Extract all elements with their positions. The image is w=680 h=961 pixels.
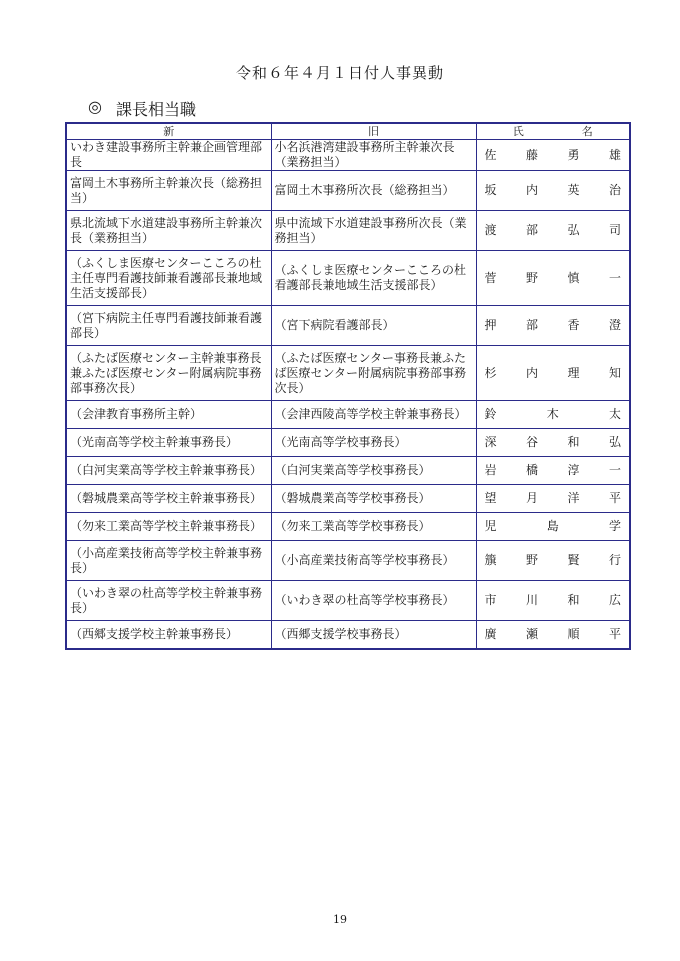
name-char: 市 [484,593,497,607]
name-char: 澄 [608,318,621,332]
employee-name [476,621,630,649]
name-char: 学 [608,519,621,533]
name-char: 内 [525,365,538,380]
new-position: （いわき翠の杜高等学校主幹兼事務長） [66,581,271,621]
header-new: 新 [66,123,271,140]
name-char: 広 [608,593,621,607]
old-position: （いわき翠の杜高等学校事務長） [271,581,476,621]
employee-name [476,306,630,346]
table-row [66,621,630,649]
name-char: 雄 [608,147,621,162]
name-char: 瀬 [525,626,538,641]
name-char: 坂 [484,183,497,197]
name-char: 順 [567,626,580,641]
name-char: 野 [525,553,538,567]
page-number: 19 [333,913,347,926]
employee-name [476,140,630,171]
table-row [66,429,630,457]
name-char: 洋 [567,491,580,505]
old-position: （西郷支援学校事務長） [271,621,476,649]
name-char: 英 [567,183,580,197]
old-position: （宮下病院看護部長） [271,306,476,346]
table-row [66,457,630,485]
name-char: 平 [608,491,621,505]
name-char: 藤 [525,147,538,162]
name-char: 岩 [484,463,497,477]
new-position: （ふたば医療センター主幹兼事務長兼ふたば医療センター附属病院事務部事務次長） [66,346,271,401]
table-row [66,171,630,211]
name-char: 弘 [608,435,621,449]
old-position: （ふたば医療センター事務長兼ふたば医療センター附属病院事務部事務次長） [271,346,476,401]
table-row [66,401,630,429]
employee-name [476,485,630,513]
new-position: （小高産業技術高等学校主幹兼事務長） [66,541,271,581]
table-row [66,485,630,513]
name-char: 押 [484,318,497,332]
old-position: （小高産業技術高等学校事務長） [271,541,476,581]
name-char: 淳 [567,463,580,477]
new-position: （白河実業高等学校主幹兼事務長） [66,457,271,485]
table-row [66,346,630,401]
old-position: （光南高等学校事務長） [271,429,476,457]
header-name [476,123,630,140]
old-position: （ふくしま医療センターこころの杜看護部長兼地域生活支援部長） [271,251,476,306]
new-position: （光南高等学校主幹兼事務長） [66,429,271,457]
name-char: 一 [608,463,621,477]
name-char: 弘 [567,223,580,237]
new-position: いわき建設事務所主幹兼企画管理部長 [66,140,271,171]
section-label: 課長相当職 [115,100,196,119]
name-char: 部 [525,223,538,237]
document-title: 令和６年４月１日付人事異動 [235,64,444,82]
table-row [66,140,630,171]
name-char: 渡 [484,223,497,237]
employee-name [476,541,630,581]
table-row [66,211,630,251]
name-char: 一 [608,270,621,285]
new-position: （磐城農業高等学校主幹兼事務長） [66,485,271,513]
name-char: 廣 [484,626,497,641]
old-position: （磐城農業高等学校事務長） [271,485,476,513]
name-char: 司 [608,223,621,237]
employee-name [476,457,630,485]
section-heading [88,97,196,120]
name-char: 知 [608,365,621,380]
employee-name [476,251,630,306]
new-position: （会津教育事務所主幹） [66,401,271,429]
double-circle-mark: ◎ [88,97,102,116]
name-char: 慎 [567,270,580,285]
name-char: 部 [525,318,538,332]
new-position: （勿来工業高等学校主幹兼事務長） [66,513,271,541]
name-char: 和 [567,593,580,607]
personnel-table [65,122,631,650]
name-char: 太 [608,407,621,421]
new-position: （宮下病院主任専門看護技師兼看護部長） [66,306,271,346]
name-char: 治 [608,183,621,197]
header-name-char: 名 [581,125,593,138]
name-char: 勇 [567,147,580,162]
name-char: 佐 [484,147,497,162]
new-position: （西郷支援学校主幹兼事務長） [66,621,271,649]
table-row [66,306,630,346]
employee-name [476,401,630,429]
employee-name [476,581,630,621]
name-char: 鈴 [484,407,497,421]
old-position: （白河実業高等学校事務長） [271,457,476,485]
table-row [66,581,630,621]
old-position: 小名浜港湾建設事務所主幹兼次長（業務担当） [271,140,476,171]
employee-name [476,211,630,251]
name-char: 内 [525,183,538,197]
name-char: 谷 [525,435,538,449]
header-name-char: 氏 [512,125,524,138]
name-char: 和 [567,435,580,449]
header-row [66,123,630,140]
employee-name [476,513,630,541]
name-char: 杉 [484,365,497,380]
old-position: （勿来工業高等学校事務長） [271,513,476,541]
name-char: 望 [484,491,497,505]
old-position: 富岡土木事務所次長（総務担当） [271,171,476,211]
name-char: 川 [525,593,538,607]
employee-name [476,429,630,457]
old-position: 県中流域下水道建設事務所次長（業務担当） [271,211,476,251]
name-char: 平 [608,626,621,641]
name-char: 深 [484,435,497,449]
table-row [66,541,630,581]
table-row [66,513,630,541]
name-char: 橋 [525,463,538,477]
new-position: （ふくしま医療センターこころの杜主任専門看護技師兼看護部長兼地域生活支援部長） [66,251,271,306]
employee-name [476,171,630,211]
old-position: （会津西陵高等学校主幹兼事務長） [271,401,476,429]
new-position: 県北流域下水道建設事務所主幹兼次長（業務担当） [66,211,271,251]
name-char: 野 [525,270,538,285]
table-row [66,251,630,306]
name-char: 木 [546,407,559,421]
name-char: 賢 [567,553,580,567]
name-char: 菅 [484,270,497,285]
name-char: 島 [546,519,559,533]
header-old: 旧 [271,123,476,140]
name-char: 月 [525,491,538,505]
name-char: 理 [567,365,580,380]
new-position: 富岡土木事務所主幹兼次長（総務担当） [66,171,271,211]
name-char: 児 [484,519,497,533]
name-char: 籏 [484,553,497,567]
name-char: 行 [608,553,621,567]
name-char: 香 [567,318,580,332]
employee-name [476,346,630,401]
